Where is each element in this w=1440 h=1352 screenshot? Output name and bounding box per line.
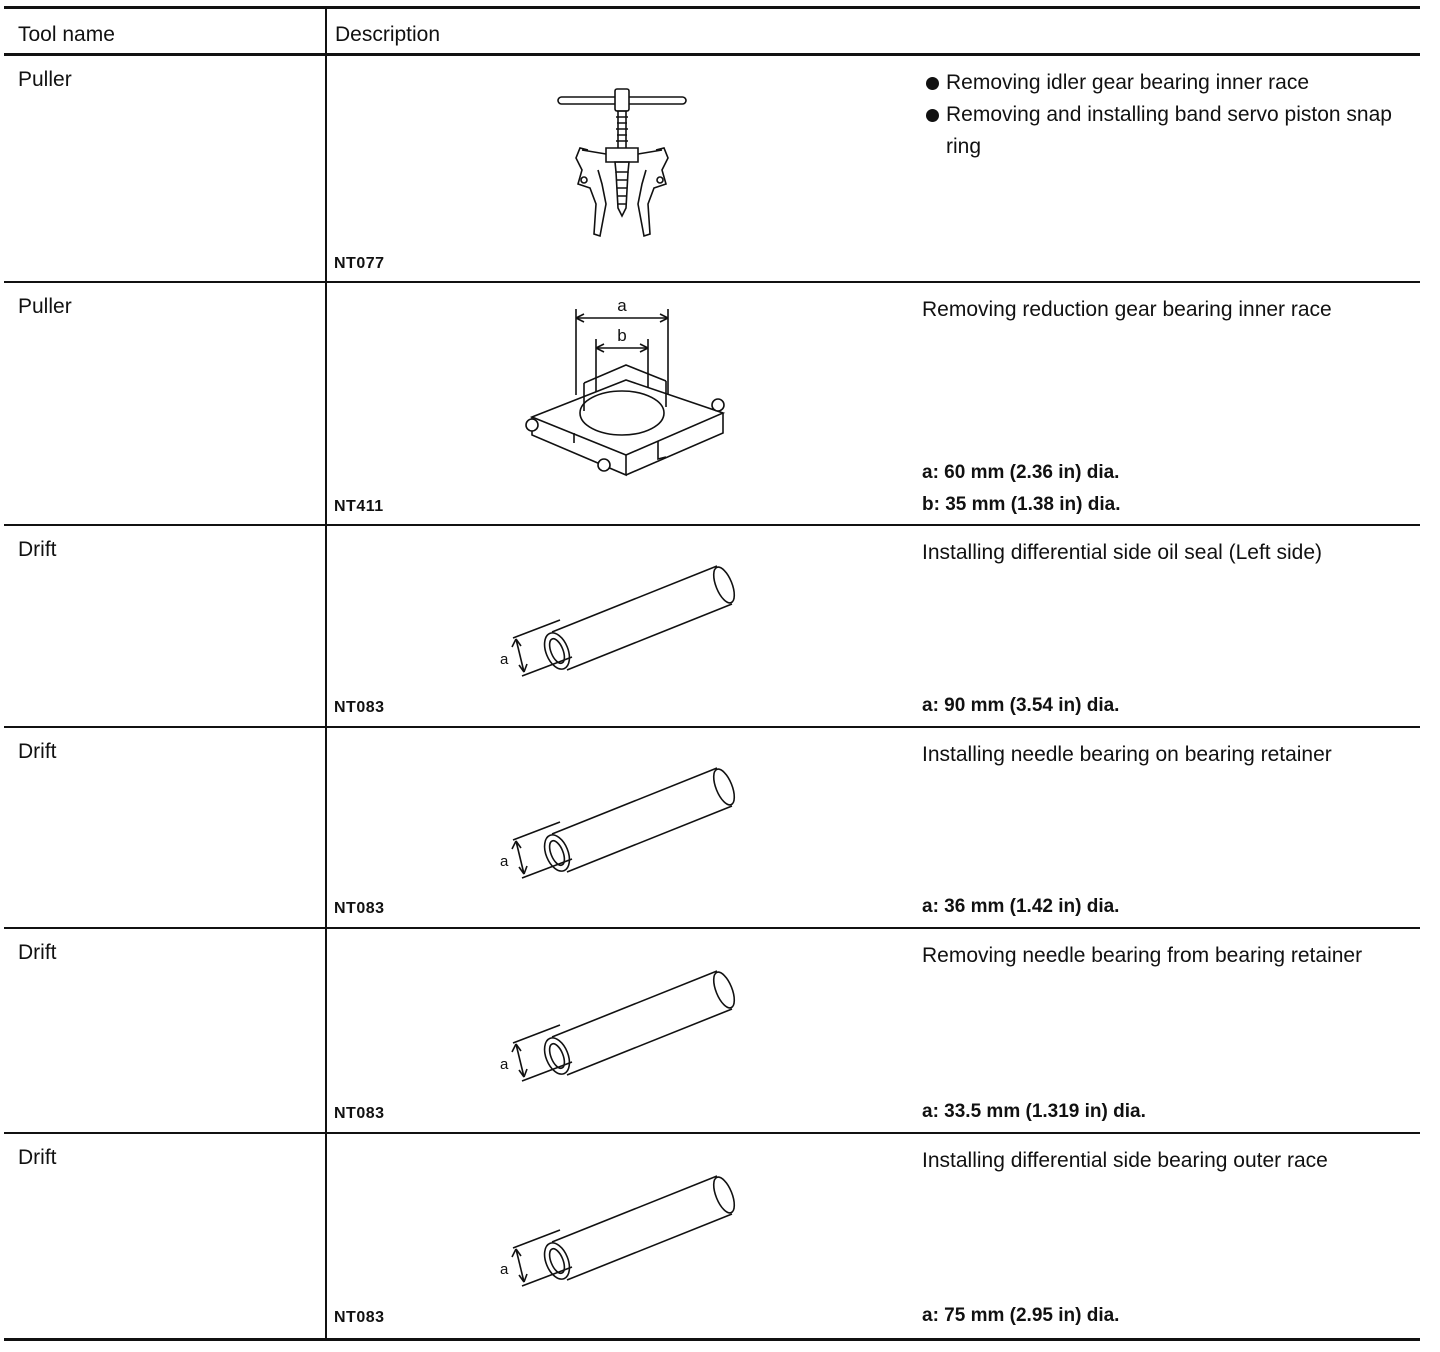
tool-spec: a: 60 mm (2.36 in) dia. bbox=[922, 462, 1120, 483]
tool-usage bbox=[922, 67, 1412, 163]
drift-tube-icon bbox=[492, 1166, 752, 1296]
table-row bbox=[4, 929, 1420, 1134]
tool-code: NT411 bbox=[334, 498, 384, 515]
tool-code: NT083 bbox=[334, 900, 385, 917]
tool-name: Puller bbox=[18, 295, 72, 318]
tool-name: Puller bbox=[18, 68, 72, 91]
dimension-label-a: a bbox=[500, 853, 509, 870]
gear-puller-icon bbox=[552, 84, 692, 244]
tool-spec: b: 35 mm (1.38 in) dia. bbox=[922, 494, 1121, 515]
usage-bullet: Removing and installing band servo piston snap ring bbox=[922, 99, 1412, 163]
dimension-label-a: a bbox=[500, 1261, 509, 1278]
table-row bbox=[4, 283, 1420, 526]
tool-code: NT083 bbox=[334, 1309, 385, 1326]
bearing-splitter-icon bbox=[518, 295, 738, 495]
tool-usage: Installing differential side oil seal (Left side) bbox=[922, 541, 1322, 564]
dimension-label-a: a bbox=[500, 651, 509, 668]
column-header-description: Description bbox=[335, 23, 441, 46]
table-row bbox=[4, 1134, 1420, 1338]
table-row bbox=[4, 526, 1420, 728]
tool-usage: Installing differential side bearing outer race bbox=[922, 1149, 1328, 1172]
tool-spec: a: 75 mm (2.95 in) dia. bbox=[922, 1305, 1120, 1326]
drift-tube-icon bbox=[492, 758, 752, 888]
tool-name: Drift bbox=[18, 1146, 57, 1169]
tool-usage: Removing needle bearing from bearing retainer bbox=[922, 944, 1363, 967]
dimension-label-b: b bbox=[617, 326, 627, 345]
tool-spec: a: 36 mm (1.42 in) dia. bbox=[922, 896, 1120, 917]
drift-tube-icon bbox=[492, 556, 752, 686]
tool-code: NT083 bbox=[334, 699, 385, 716]
special-tools-table bbox=[4, 0, 1420, 1352]
drift-tube-icon bbox=[492, 961, 752, 1091]
tool-name: Drift bbox=[18, 941, 57, 964]
dimension-label-a: a bbox=[500, 1056, 509, 1073]
tool-code: NT083 bbox=[334, 1105, 385, 1122]
usage-bullet: Removing idler gear bearing inner race bbox=[922, 67, 1412, 99]
tool-spec: a: 33.5 mm (1.319 in) dia. bbox=[922, 1101, 1146, 1122]
tool-usage: Installing needle bearing on bearing retainer bbox=[922, 743, 1332, 766]
dimension-label-a: a bbox=[617, 296, 627, 315]
tool-name: Drift bbox=[18, 538, 57, 561]
column-header-tool-name: Tool name bbox=[18, 23, 115, 46]
table-top-rule bbox=[4, 6, 1420, 9]
table-row bbox=[4, 56, 1420, 283]
tool-usage: Removing reduction gear bearing inner race bbox=[922, 298, 1332, 321]
table-bottom-rule bbox=[4, 1338, 1420, 1341]
tool-name: Drift bbox=[18, 740, 57, 763]
tool-spec: a: 90 mm (3.54 in) dia. bbox=[922, 695, 1120, 716]
tool-code: NT077 bbox=[334, 255, 385, 272]
table-row bbox=[4, 728, 1420, 929]
